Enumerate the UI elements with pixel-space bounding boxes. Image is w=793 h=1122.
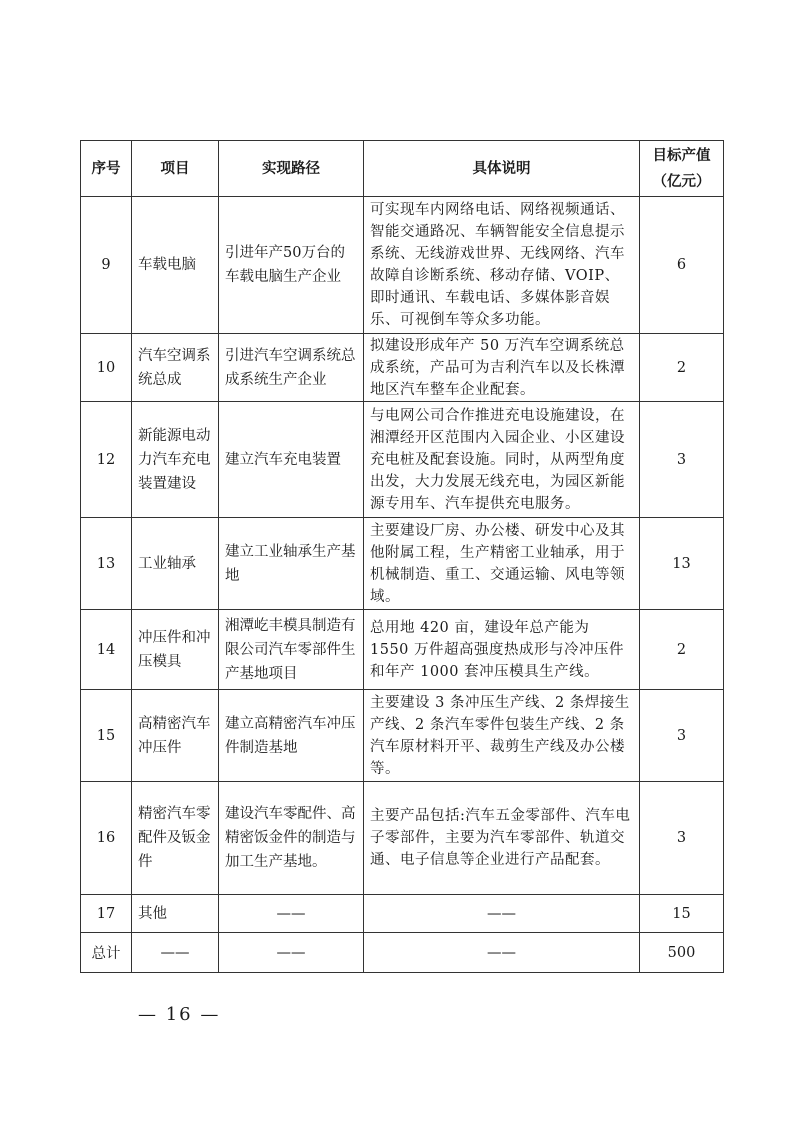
- row-no: 13: [81, 518, 132, 610]
- row-path: ——: [219, 895, 364, 933]
- table-row: [81, 402, 724, 518]
- row-path: 引进年产50万台的车载电脑生产企业: [219, 197, 364, 334]
- row-desc: 拟建设形成年产 50 万汽车空调系统总成系统，产品可为吉利汽车以及长株潭地区汽车整车企业配套。: [364, 334, 640, 402]
- row-path: 建立汽车充电装置: [219, 402, 364, 518]
- row-path: 建立高精密汽车冲压件制造基地: [219, 690, 364, 782]
- header-path: 实现路径: [219, 141, 364, 197]
- row-item: 其他: [132, 895, 219, 933]
- row-value: 3: [640, 782, 724, 895]
- table-row: [81, 334, 724, 402]
- row-item: 汽车空调系统总成: [132, 334, 219, 402]
- table-row: [81, 197, 724, 334]
- table-row: [81, 895, 724, 933]
- row-item: 冲压件和冲压模具: [132, 610, 219, 690]
- row-desc: 总用地 420 亩，建设年总产能为 1550 万件超高强度热成形与冷冲压件和年产 1000 套冲压模具生产线。: [364, 610, 640, 690]
- row-no: 15: [81, 690, 132, 782]
- header-desc: 具体说明: [364, 141, 640, 197]
- row-value: 6: [640, 197, 724, 334]
- row-desc: 主要产品包括:汽车五金零部件、汽车电子零部件，主要为汽车零部件、轨道交通、电子信息等企业进行产品配套。: [364, 782, 640, 895]
- total-label: 总计: [81, 933, 132, 973]
- row-item: 新能源电动力汽车充电装置建设: [132, 402, 219, 518]
- table-row: [81, 690, 724, 782]
- row-no: 16: [81, 782, 132, 895]
- header-target-line2: （亿元）: [652, 172, 711, 190]
- row-value: 3: [640, 690, 724, 782]
- row-no: 10: [81, 334, 132, 402]
- total-item: ——: [132, 933, 219, 973]
- total-desc: ——: [364, 933, 640, 973]
- row-desc: 主要建设 3 条冲压生产线、2 条焊接生产线、2 条汽车零件包装生产线、2 条汽车原材料开平、裁剪生产线及办公楼等。: [364, 690, 640, 782]
- table-total-row: [81, 933, 724, 973]
- table-row: [81, 782, 724, 895]
- header-no: 序号: [81, 141, 132, 197]
- row-desc: 主要建设厂房、办公楼、研发中心及其他附属工程，生产精密工业轴承，用于机械制造、重工、交通运输、风电等领域。: [364, 518, 640, 610]
- page-number: — 16 —: [138, 1004, 221, 1025]
- header-target-line1: 目标产值: [652, 146, 711, 164]
- row-value: 15: [640, 895, 724, 933]
- total-path: ——: [219, 933, 364, 973]
- row-value: 2: [640, 334, 724, 402]
- total-value: 500: [640, 933, 724, 973]
- row-value: 13: [640, 518, 724, 610]
- row-desc: 可实现车内网络电话、网络视频通话、智能交通路况、车辆智能安全信息提示系统、无线游戏世界、无线网络、汽车故障自诊断系统、移动存储、VOIP、即时通讯、车载电话、多媒体影音娱乐、可视倒车等众多功能。: [364, 197, 640, 334]
- row-desc: ——: [364, 895, 640, 933]
- row-no: 17: [81, 895, 132, 933]
- header-target: [640, 141, 724, 197]
- row-path: 湘潭屹丰模具制造有限公司汽车零部件生产基地项目: [219, 610, 364, 690]
- row-item: 精密汽车零配件及钣金件: [132, 782, 219, 895]
- table-row: [81, 518, 724, 610]
- row-value: 2: [640, 610, 724, 690]
- row-item: 工业轴承: [132, 518, 219, 610]
- row-value: 3: [640, 402, 724, 518]
- row-path: 引进汽车空调系统总成系统生产企业: [219, 334, 364, 402]
- header-item: 项目: [132, 141, 219, 197]
- row-desc: 与电网公司合作推进充电设施建设，在湘潭经开区范围内入园企业、小区建设充电桩及配套设施。同时，从两型角度出发，大力发展无线充电，为园区新能源专用车、汽车提供充电服务。: [364, 402, 640, 518]
- row-no: 14: [81, 610, 132, 690]
- row-no: 9: [81, 197, 132, 334]
- row-path: 建设汽车零配件、高精密饭金件的制造与加工生产基地。: [219, 782, 364, 895]
- row-path: 建立工业轴承生产基地: [219, 518, 364, 610]
- table-header-row: [81, 141, 724, 197]
- output-value-table: [80, 140, 724, 973]
- row-item: 高精密汽车冲压件: [132, 690, 219, 782]
- row-no: 12: [81, 402, 132, 518]
- table-row: [81, 610, 724, 690]
- row-item: 车载电脑: [132, 197, 219, 334]
